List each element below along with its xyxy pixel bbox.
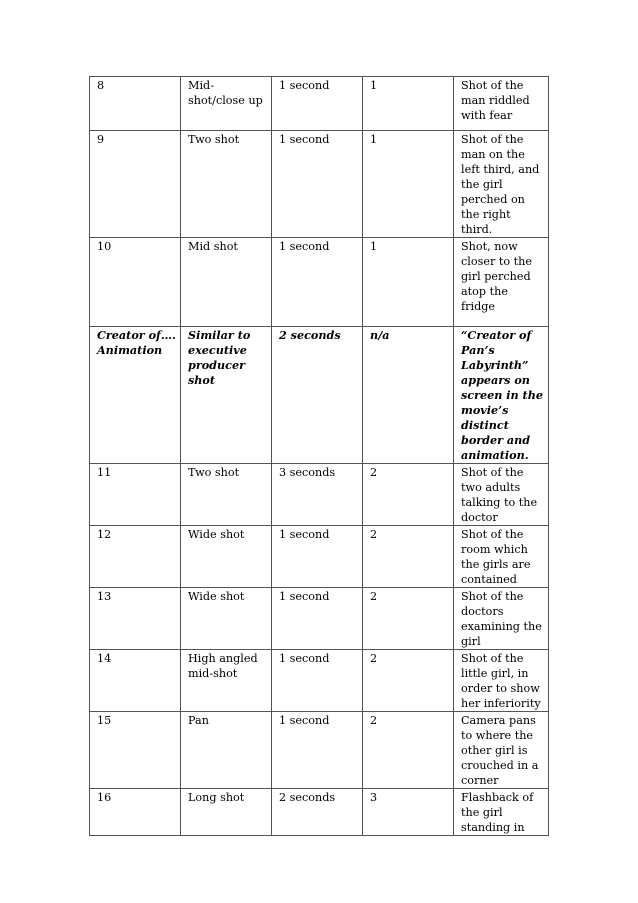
duration-cell: 3 seconds (272, 464, 363, 526)
shot-number-cell: 15 (90, 712, 181, 789)
description-cell: Shot of the two adults talking to the doctor (454, 464, 549, 526)
scene-cell: 2 (363, 464, 454, 526)
duration-cell: 1 second (272, 526, 363, 588)
shot-list-table (89, 76, 549, 836)
table-row (90, 238, 549, 327)
shot-type-cell: Two shot (181, 131, 272, 238)
shot-type-cell: Mid shot (181, 238, 272, 327)
shot-type-cell: Mid-shot/close up (181, 77, 272, 131)
duration-cell: 1 second (272, 77, 363, 131)
shot-number-cell: 16 (90, 789, 181, 836)
shot-number-cell: 12 (90, 526, 181, 588)
description-cell: Shot of the man riddled with fear (454, 77, 549, 131)
shot-number-cell: 10 (90, 238, 181, 327)
table-row (90, 77, 549, 131)
scene-cell: 2 (363, 526, 454, 588)
table-row (90, 650, 549, 712)
shot-type-cell: Wide shot (181, 526, 272, 588)
shot-type-cell: Two shot (181, 464, 272, 526)
table-row (90, 789, 549, 836)
duration-cell: 1 second (272, 712, 363, 789)
shot-type-cell: Pan (181, 712, 272, 789)
table-row (90, 327, 549, 464)
scene-cell: 2 (363, 588, 454, 650)
table-row (90, 588, 549, 650)
scene-cell: 2 (363, 712, 454, 789)
scene-cell: 3 (363, 789, 454, 836)
duration-cell: 2 seconds (272, 327, 363, 464)
scene-cell: 1 (363, 131, 454, 238)
duration-cell: 1 second (272, 131, 363, 238)
description-cell: Camera pans to where the other girl is crouched in a corner (454, 712, 549, 789)
table-row (90, 712, 549, 789)
table-row (90, 131, 549, 238)
shot-type-cell: High angled mid-shot (181, 650, 272, 712)
scene-cell: 2 (363, 650, 454, 712)
description-cell: Shot of the man on the left third, and the girl perched on the right third. (454, 131, 549, 238)
shot-number-cell: 14 (90, 650, 181, 712)
shot-type-cell: Long shot (181, 789, 272, 836)
table-row (90, 464, 549, 526)
shot-number-cell: 8 (90, 77, 181, 131)
shot-number-cell: 13 (90, 588, 181, 650)
shot-type-cell: Wide shot (181, 588, 272, 650)
duration-cell: 1 second (272, 650, 363, 712)
description-cell: Shot of the room which the girls are contained (454, 526, 549, 588)
description-cell: “Creator of Pan’s Labyrinth” appears on screen in the movie’s distinct border and animation. (454, 327, 549, 464)
duration-cell: 1 second (272, 588, 363, 650)
scene-cell: n/a (363, 327, 454, 464)
table-row (90, 526, 549, 588)
shot-number-cell: 11 (90, 464, 181, 526)
shot-number-cell: 9 (90, 131, 181, 238)
duration-cell: 1 second (272, 238, 363, 327)
shot-number-cell: Creator of…. Animation (90, 327, 181, 464)
scene-cell: 1 (363, 77, 454, 131)
description-cell: Shot, now closer to the girl perched atop the fridge (454, 238, 549, 327)
shot-type-cell: Similar to executive producer shot (181, 327, 272, 464)
description-cell: Flashback of the girl standing in (454, 789, 549, 836)
description-cell: Shot of the doctors examining the girl (454, 588, 549, 650)
duration-cell: 2 seconds (272, 789, 363, 836)
scene-cell: 1 (363, 238, 454, 327)
description-cell: Shot of the little girl, in order to show her inferiority (454, 650, 549, 712)
